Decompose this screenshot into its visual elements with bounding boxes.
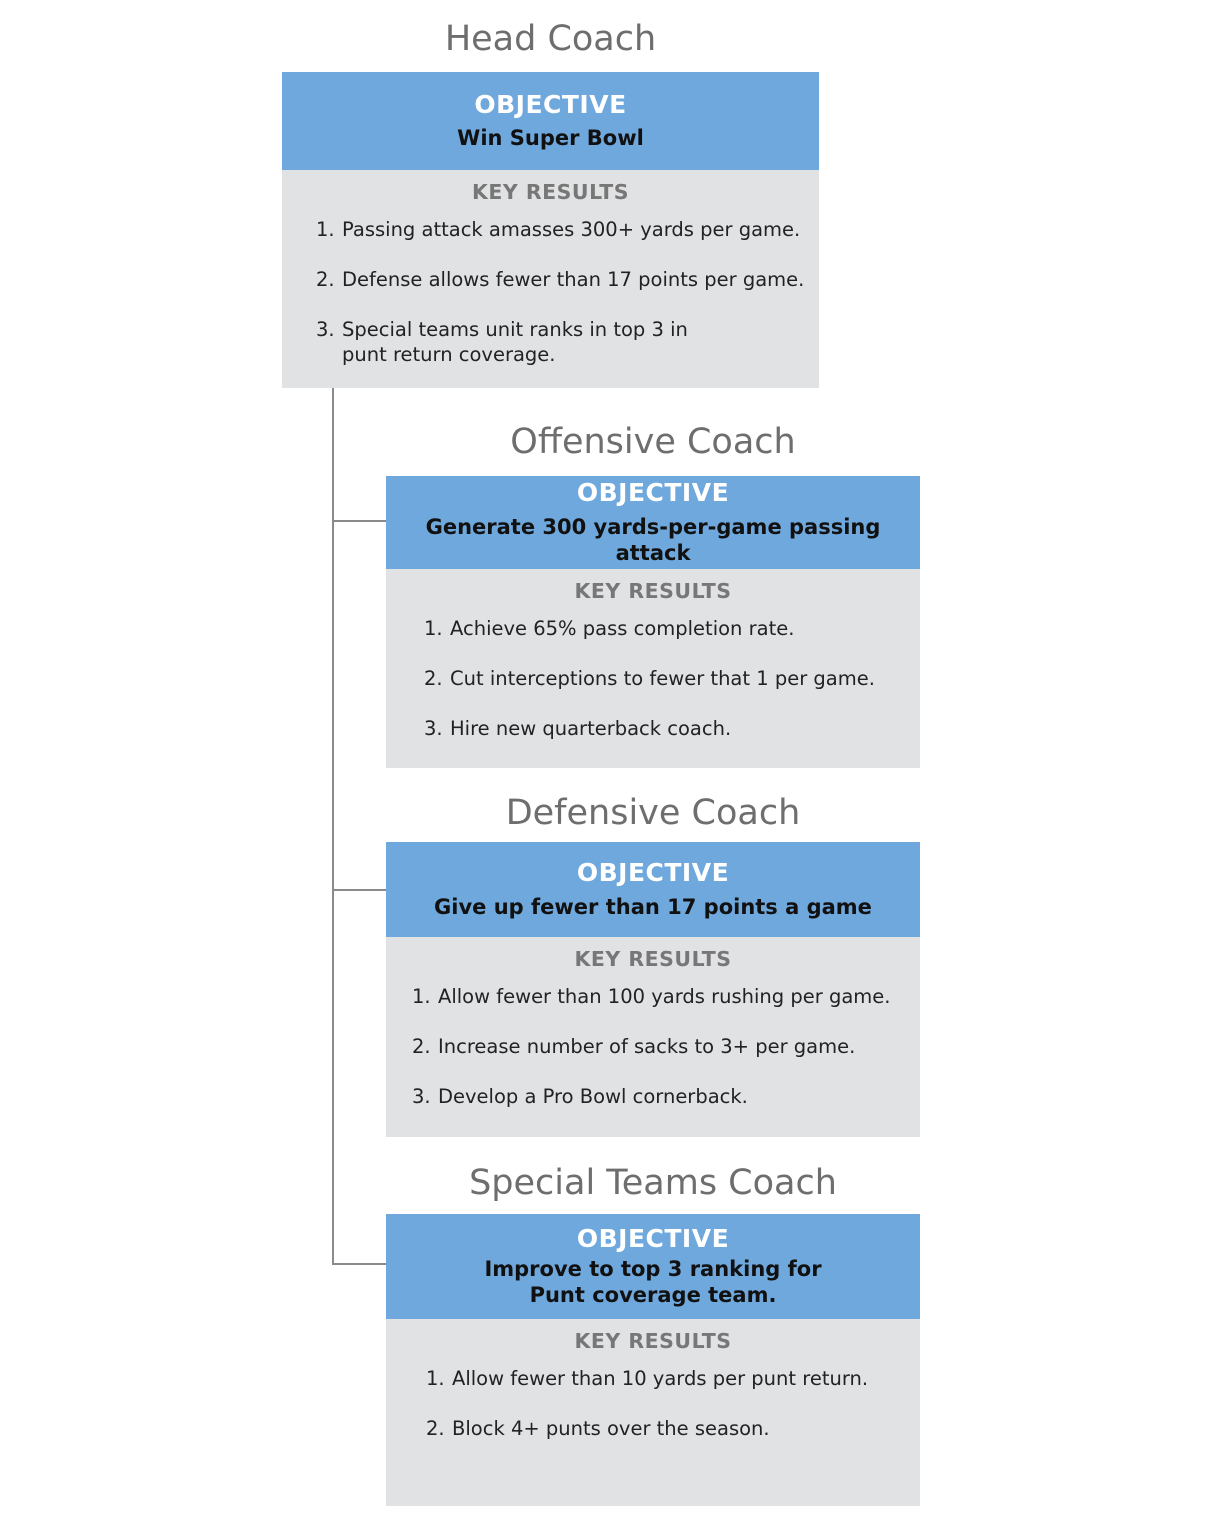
connector-special	[332, 1263, 386, 1265]
list-item-number: 3.	[424, 716, 443, 740]
offensive-coach-title: Offensive Coach	[510, 422, 796, 462]
objective-text: Improve to top 3 ranking for Punt coverage team.	[484, 1256, 822, 1307]
list-item-number: 3.	[412, 1084, 431, 1108]
objective-label: OBJECTIVE	[576, 477, 730, 507]
key-results-panel	[386, 1319, 920, 1506]
head-coach-card	[282, 72, 819, 388]
key-results-list	[412, 984, 920, 1109]
list-item	[424, 716, 920, 741]
list-item-text: Allow fewer than 100 yards rushing per game.	[438, 984, 891, 1008]
key-results-list	[424, 616, 920, 741]
list-item-number: 1.	[424, 616, 443, 640]
connector-offensive	[332, 520, 386, 522]
list-item-number: 2.	[412, 1034, 431, 1058]
list-item	[316, 267, 819, 292]
head-coach-title: Head Coach	[444, 19, 657, 59]
key-results-panel	[282, 170, 819, 388]
list-item	[316, 217, 819, 242]
list-item	[412, 1084, 920, 1109]
list-item	[424, 616, 920, 641]
list-item-number: 3.	[316, 317, 335, 341]
defensive-coach-card	[386, 842, 920, 1137]
list-item	[426, 1416, 920, 1441]
list-item-text: Defense allows fewer than 17 points per game.	[342, 267, 805, 291]
offensive-coach-card	[386, 476, 920, 768]
key-results-panel	[386, 569, 920, 768]
key-results-list	[316, 217, 819, 367]
key-results-panel	[386, 937, 920, 1137]
key-results-label: KEY RESULTS	[574, 1329, 732, 1353]
list-item-number: 2.	[316, 267, 335, 291]
key-results-list	[426, 1366, 920, 1441]
list-item-text: Develop a Pro Bowl cornerback.	[438, 1084, 748, 1108]
key-results-label: KEY RESULTS	[574, 579, 732, 603]
objective-panel	[386, 842, 920, 937]
list-item-text: Hire new quarterback coach.	[450, 716, 732, 740]
objective-label: OBJECTIVE	[474, 89, 627, 119]
list-item-text: Block 4+ punts over the season.	[452, 1416, 770, 1440]
list-item-number: 2.	[426, 1416, 445, 1440]
list-item	[316, 317, 819, 367]
objective-label: OBJECTIVE	[576, 1223, 730, 1253]
list-item-text: Allow fewer than 10 yards per punt return.	[452, 1366, 869, 1390]
list-item-text: Achieve 65% pass completion rate.	[450, 616, 795, 640]
list-item-text: Passing attack amasses 300+ yards per game.	[342, 217, 801, 241]
connector-defensive	[332, 889, 386, 891]
defensive-coach-title: Defensive Coach	[505, 793, 801, 833]
objective-panel	[282, 72, 819, 170]
list-item-number: 2.	[424, 666, 443, 690]
objective-label: OBJECTIVE	[576, 858, 730, 887]
list-item	[424, 666, 920, 691]
list-item-number: 1.	[316, 217, 335, 241]
objective-text: Generate 300 yards-per-game passing attack	[425, 514, 881, 565]
list-item-number: 1.	[426, 1366, 445, 1390]
list-item-text: Increase number of sacks to 3+ per game.	[438, 1034, 856, 1058]
list-item	[412, 1034, 920, 1059]
objective-panel	[386, 476, 920, 569]
special-teams-coach-title: Special Teams Coach	[469, 1163, 837, 1203]
list-item	[412, 984, 920, 1009]
list-item	[426, 1366, 920, 1391]
key-results-label: KEY RESULTS	[472, 180, 629, 204]
objective-panel	[386, 1214, 920, 1319]
objective-text: Give up fewer than 17 points a game	[434, 894, 872, 919]
objective-text: Win Super Bowl	[457, 126, 644, 151]
list-item-text: Special teams unit ranks in top 3 in punt return coverage.	[342, 317, 688, 366]
list-item-number: 1.	[412, 984, 431, 1008]
key-results-label: KEY RESULTS	[574, 947, 732, 971]
list-item-text: Cut interceptions to fewer that 1 per game.	[450, 666, 875, 690]
special-teams-coach-card	[386, 1214, 920, 1506]
